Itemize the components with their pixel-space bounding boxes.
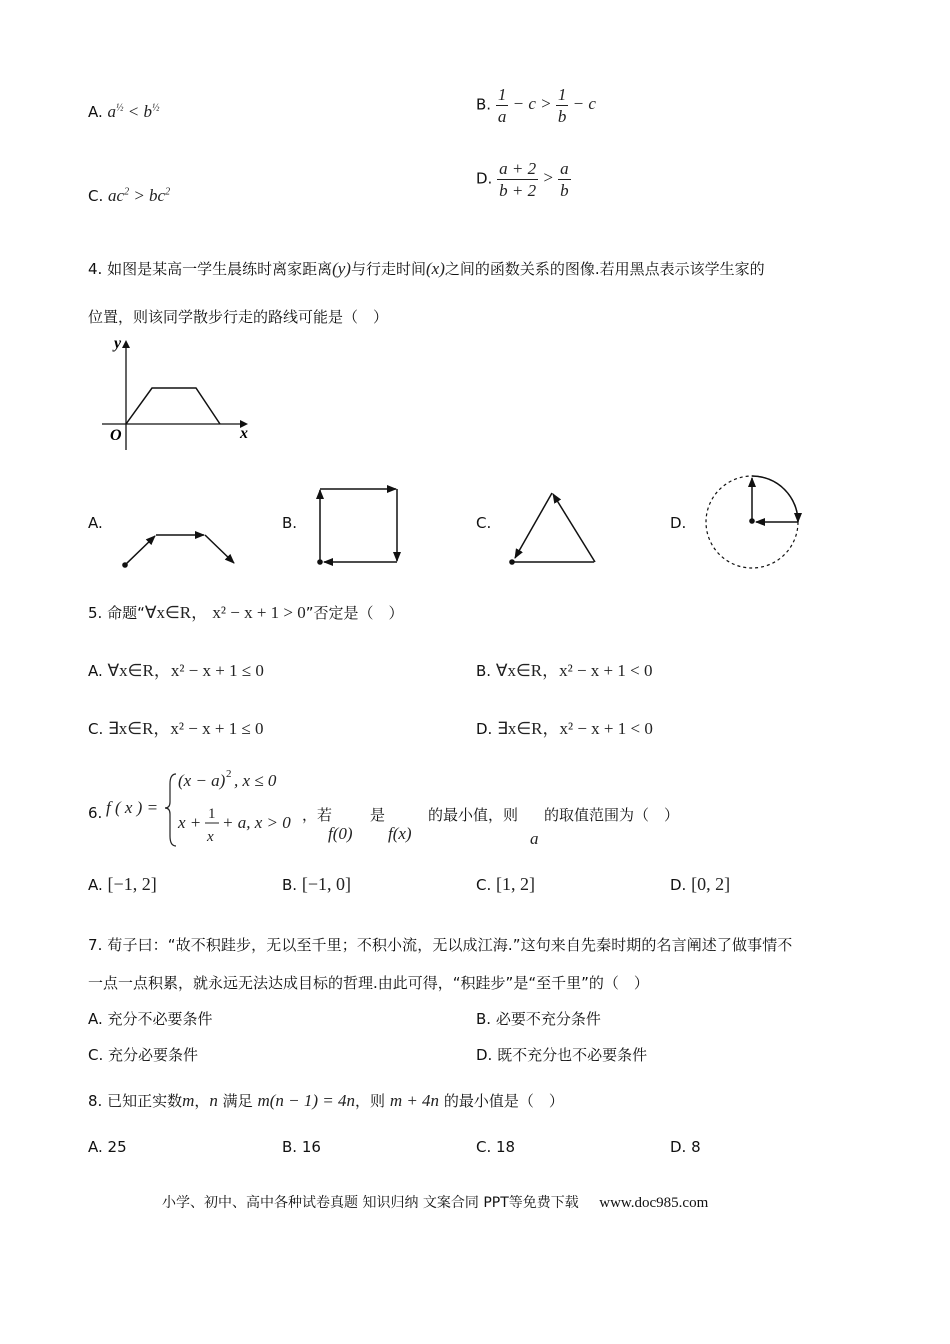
q8-var-n: n (209, 1091, 218, 1110)
q6-is-text: 是 (370, 806, 386, 824)
q3-option-c-label: C. (88, 187, 104, 205)
q3-option-a-label: A. (88, 103, 103, 121)
q8-expression: m + 4n (389, 1091, 440, 1110)
footer-url[interactable]: www.doc985.com (599, 1195, 709, 1211)
q6-f0: f(0) (328, 824, 353, 843)
q8-condition: m(n − 1) = 4n (257, 1091, 356, 1110)
q4-stem-line1: 4. 如图是某高一学生晨练时离家距离(y)与行走时间(x)之间的函数关系的图像.若用黑点表示该学生家的 (88, 259, 765, 278)
q6-fx: f(x) (388, 824, 412, 843)
q7-option-a: A. 充分不必要条件 (88, 1010, 213, 1028)
q6-number: 6. (88, 804, 103, 822)
svg-text:, x ≤ 0: , x ≤ 0 (234, 771, 277, 790)
y-axis-label: y (114, 335, 122, 352)
x-axis-label: x (240, 425, 248, 442)
q6-piecewise-svg (104, 766, 304, 850)
q5-option-a: A. ∀x∈R，x² − x + 1 ≤ 0 (88, 661, 264, 680)
q3-option-b-label: B. (476, 95, 492, 114)
origin-label: O (110, 427, 122, 444)
q5-proposition: ∀x∈R， x² − x + 1 > 0 (144, 603, 306, 622)
q6-option-b: B. [−1, 0] (282, 874, 351, 894)
q3-option-d-label: D. (476, 169, 493, 188)
svg-text:f ( x ) =: f ( x ) = (106, 798, 159, 817)
q4-option-d-label: D. (670, 514, 687, 532)
q6-min-text: 的最小值，则 (428, 806, 519, 824)
q3-option-c-math: $ac^2 > bc^2$ (108, 186, 171, 205)
q6-a: a (530, 829, 539, 848)
q6-piecewise-function (104, 766, 304, 854)
q7-option-c: C. 充分必要条件 (88, 1046, 199, 1064)
footer (162, 1192, 708, 1212)
svg-text:x +: x + (178, 813, 202, 832)
q7-stem-line1: 7. 荀子曰：“故不积跬步，无以至千里；不积小流，无以成江海.”这句来自先秦时期的名言阐述了做事情不 (88, 936, 793, 954)
q4-option-b-label: B. (282, 514, 298, 532)
svg-text:1: 1 (208, 806, 216, 822)
q3-option-b-math: $\frac{1}{a}$ − c > $\frac{1}{b}$ − c (497, 85, 596, 126)
q4-stem-line2: 位置，则该同学散步行走的路线可能是（ ） (88, 308, 389, 326)
svg-text:x: x (207, 829, 214, 845)
q6-option-a: A. [−1, 2] (88, 874, 157, 894)
q7-stem-line2: 一点一点积累，就永远无法达成目标的哲理.由此可得，“积跬步”是“至千里”的（ ） (88, 974, 649, 992)
q3-option-d-math: $\frac{a + 2}{b + 2}$ > $\frac{a}{b}$ (499, 159, 569, 200)
q8-option-c: C. 18 (476, 1138, 516, 1156)
q4-option-a-label: A. (88, 514, 103, 532)
q3-option-a-math: $a^{\frac{1}{2}} < b^{\frac{1}{2}}$ (107, 102, 160, 121)
q5-option-d: D. ∃x∈R，x² − x + 1 < 0 (476, 719, 653, 738)
route-d-figure (706, 476, 798, 568)
svg-text:2: 2 (226, 768, 232, 780)
q6-option-c: C. [1, 2] (476, 874, 536, 894)
q5-stem: 5. 命题“∀x∈R， x² − x + 1 > 0”否定是（ ） (88, 603, 404, 622)
q4-route-figures (0, 0, 950, 600)
q5-option-c: C. ∃x∈R，x² − x + 1 ≤ 0 (88, 719, 264, 738)
q6-option-d: D. [0, 2] (670, 874, 731, 894)
q8-stem: 8. 已知正实数m，n 满足 m(n − 1) = 4n，则 m + 4n 的最小值是（ ） (88, 1091, 564, 1110)
svg-text:(x − a): (x − a) (178, 771, 226, 790)
q4-var-y: (y) (332, 259, 351, 278)
footer-text: 小学、初中、高中各种试卷真题 知识归纳 文案合同 PPT等免费下载 (162, 1195, 579, 1211)
q8-option-b: B. 16 (282, 1138, 321, 1156)
q4-option-c-label: C. (476, 514, 492, 532)
q7-option-b: B. 必要不充分条件 (476, 1010, 601, 1028)
q6-range-text: 的取值范围为（ ） (544, 806, 680, 824)
q4-var-x: (x) (425, 259, 445, 278)
q8-option-d: D. 8 (670, 1138, 701, 1156)
q6-if-text: ，若 (302, 806, 333, 824)
route-a-figure (122, 535, 234, 568)
route-c-figure (509, 493, 595, 565)
q8-var-m: m (182, 1091, 195, 1110)
q5-option-b: B. ∀x∈R，x² − x + 1 < 0 (476, 661, 653, 680)
q7-option-d: D. 既不充分也不必要条件 (476, 1046, 648, 1064)
q8-option-a: A. 25 (88, 1138, 127, 1156)
svg-text:+ a, x > 0: + a, x > 0 (222, 813, 291, 832)
route-b-figure (317, 489, 397, 565)
